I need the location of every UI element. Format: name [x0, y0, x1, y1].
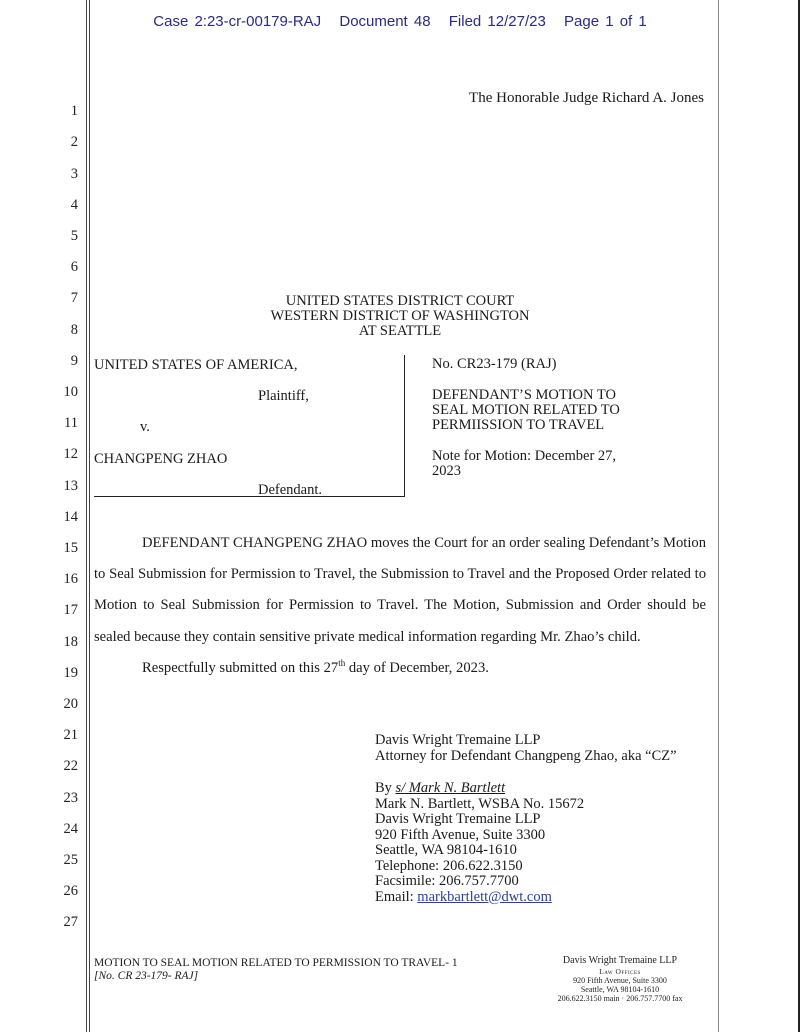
line-number: 17 — [63, 602, 78, 618]
firm-name-2: Davis Wright Tremaine LLP — [375, 811, 541, 827]
document-number-stamp: Document 48 — [339, 13, 431, 30]
address-line-1: 920 Fifth Avenue, Suite 3300 — [375, 826, 546, 843]
ecf-header-stamp — [0, 13, 800, 30]
line-number: 1 — [70, 103, 78, 119]
case-caption-parties — [94, 355, 405, 497]
line-number: 3 — [70, 166, 78, 182]
court-heading — [0, 294, 800, 339]
footer-phones: 206.622.3150 main · 206.757.7700 fax — [557, 994, 683, 1003]
line-number: 26 — [63, 883, 78, 899]
case-caption-title — [432, 357, 692, 479]
judge-name: The Honorable Judge Richard A. Jones — [469, 90, 704, 106]
footer-firm-name: Davis Wright Tremaine LLP — [562, 955, 678, 966]
footer-title: MOTION TO SEAL MOTION RELATED TO PERMISSION TO TRAVEL- 1 — [94, 957, 458, 969]
line-number: 25 — [63, 852, 78, 868]
motion-title-line-3: PERMIISSION TO TRAVEL — [432, 417, 605, 433]
line-number: 9 — [70, 353, 78, 369]
ordinal-suffix: th — [338, 657, 346, 668]
email-label: Email: — [375, 888, 418, 905]
footer-case-ref: [No. CR 23-179- RAJ] — [94, 970, 199, 982]
line-number: 22 — [63, 758, 78, 774]
address-line-2: Seattle, WA 98104-1610 — [375, 842, 517, 858]
electronic-signature: s/ Mark N. Bartlett — [395, 780, 506, 796]
note-for-motion: Note for Motion: December 27, — [432, 448, 617, 464]
case-number-stamp: Case 2:23-cr-00179-RAJ — [153, 13, 322, 30]
note-for-motion-year: 2023 — [432, 463, 461, 479]
telephone: Telephone: 206.622.3150 — [375, 857, 523, 874]
line-number: 15 — [63, 540, 78, 556]
submission-prefix: Respectfully submitted on this 27 — [142, 659, 339, 676]
defendant-label: Defendant. — [258, 482, 323, 498]
court-district: WESTERN DISTRICT OF WASHINGTON — [270, 308, 530, 324]
line-number: 2 — [70, 134, 78, 150]
footer-address-1: 920 Fifth Avenue, Suite 3300 — [573, 976, 667, 985]
signature-block — [375, 733, 677, 905]
plaintiff-name: UNITED STATES OF AMERICA, — [94, 357, 298, 373]
defendant-name: CHANGPENG ZHAO — [94, 451, 228, 467]
line-number: 7 — [70, 290, 78, 306]
signed-by — [375, 781, 677, 797]
submission-suffix: day of December, 2023. — [345, 659, 489, 676]
line-number: 18 — [63, 634, 78, 650]
footer-firm-block — [528, 955, 712, 1003]
attorney-name-bar: Mark N. Bartlett, WSBA No. 15672 — [375, 795, 585, 812]
email-link[interactable]: markbartlett@dwt.com — [417, 888, 552, 905]
line-number: 11 — [64, 415, 78, 431]
footer-caption — [94, 957, 458, 983]
left-margin-rule-outer — [86, 0, 87, 1032]
motion-paragraph: DEFENDANT CHANGPENG ZHAO moves the Court for an order sealing Defendant’s Motion to Seal Submission for Permission to Travel, the Submission to Travel and the Proposed Order related to Motion to Seal Submission for Permission to Travel. The Motion, Submission and Order should be sealed because they contain sensitive private medical information regarding Mr. Zhao’s child. — [94, 535, 706, 645]
line-number: 14 — [63, 509, 78, 525]
line-number: 12 — [63, 446, 78, 462]
right-margin-rule — [718, 0, 719, 1032]
court-location: AT SEATTLE — [358, 323, 442, 339]
line-number: 10 — [63, 384, 78, 400]
filed-date-stamp: Filed 12/27/23 — [448, 13, 546, 30]
line-number: 20 — [63, 696, 78, 712]
page-count-stamp: Page 1 of 1 — [564, 13, 647, 30]
line-number: 24 — [63, 821, 78, 837]
line-number: 23 — [63, 790, 78, 806]
versus-label: v. — [140, 419, 150, 435]
line-number: 13 — [63, 478, 78, 494]
line-number: 6 — [70, 259, 78, 275]
motion-title-line-2: SEAL MOTION RELATED TO — [432, 402, 620, 418]
motion-title-line-1: DEFENDANT’S MOTION TO — [432, 387, 616, 403]
submission-statement — [94, 653, 706, 684]
line-number: 4 — [70, 197, 78, 213]
plaintiff-label: Plaintiff, — [258, 388, 309, 404]
footer-law-offices: Law Offices — [599, 967, 641, 976]
line-number: 8 — [70, 322, 78, 338]
firm-name: Davis Wright Tremaine LLP — [375, 732, 541, 748]
line-number: 16 — [63, 571, 78, 587]
line-number: 5 — [70, 228, 78, 244]
email-line — [375, 890, 677, 906]
attorney-for: Attorney for Defendant Changpeng Zhao, aka “CZ” — [375, 747, 677, 764]
motion-body — [94, 528, 706, 684]
line-number: 21 — [63, 727, 78, 743]
facsimile: Facsimile: 206.757.7700 — [375, 873, 519, 889]
line-number: 19 — [63, 665, 78, 681]
court-name: UNITED STATES DISTRICT COURT — [285, 293, 515, 309]
by-label: By — [375, 780, 396, 796]
footer-address-2: Seattle, WA 98104-1610 — [580, 985, 660, 994]
case-number: No. CR23-179 (RAJ) — [432, 356, 557, 372]
line-number: 27 — [63, 914, 78, 930]
left-margin-rule-inner — [89, 0, 90, 1032]
